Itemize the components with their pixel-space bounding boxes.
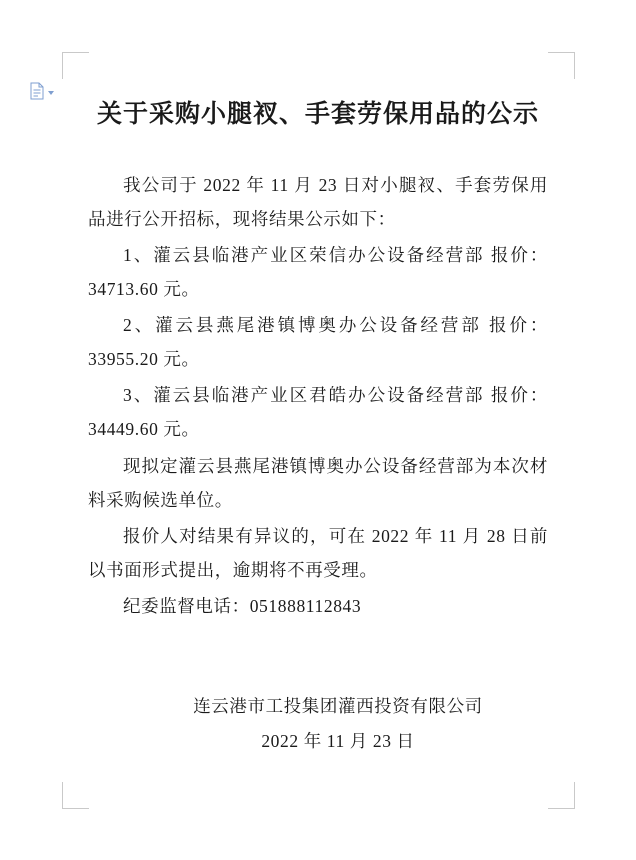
signature-block xyxy=(88,689,548,759)
paragraph-bid-2: 2、灌云县燕尾港镇博奥办公设备经营部 报价：33955.20 元。 xyxy=(88,315,548,370)
paragraph-bid-3: 3、灌云县临港产业区君皓办公设备经营部 报价：34449.60 元。 xyxy=(88,385,548,440)
document-icon[interactable] xyxy=(30,82,45,100)
page-title: 关于采购小腿衩、手套劳保用品的公示 xyxy=(96,101,539,128)
signature-date: 2022 年 11 月 23 日 xyxy=(261,731,415,752)
chevron-down-icon[interactable] xyxy=(48,91,54,95)
paragraph-selection: 现拟定灌云县燕尾港镇博奥办公设备经营部为本次材料采购候选单位。 xyxy=(88,455,548,510)
paragraph-objection: 报价人对结果有异议的，可在 2022 年 11 月 28 日前以书面形式提出，逾期将不再受理。 xyxy=(88,525,548,580)
document-icon-widget[interactable] xyxy=(30,82,54,100)
crop-mark-top-right xyxy=(548,52,575,79)
paragraph-intro: 我公司于 2022 年 11 月 23 日对小腿衩、手套劳保用品进行公开招标，现将结果公示如下： xyxy=(88,174,548,229)
crop-mark-top-left xyxy=(62,52,89,79)
crop-mark-bottom-left xyxy=(62,782,89,809)
crop-mark-bottom-right xyxy=(548,782,575,809)
document-content xyxy=(88,96,548,759)
paragraph-bid-1: 1、灌云县临港产业区荣信办公设备经营部 报价：34713.60 元。 xyxy=(88,244,548,299)
paragraph-hotline: 纪委监督电话：051888112843 xyxy=(123,596,362,616)
signature-organization: 连云港市工投集团灌西投资有限公司 xyxy=(193,696,483,717)
